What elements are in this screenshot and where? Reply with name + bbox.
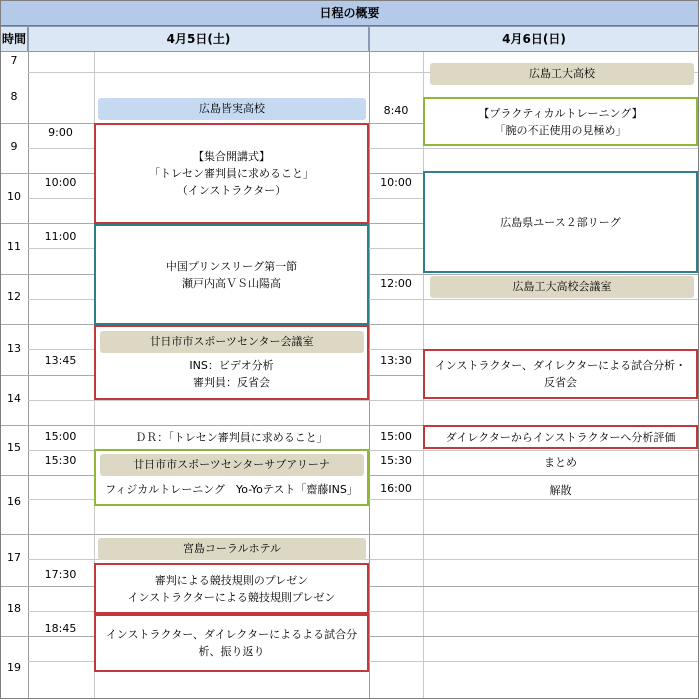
day2-time-practical: 8:40 <box>383 104 409 117</box>
session-line: インストラクター、ダイレクターによるよる試合分 <box>105 628 358 641</box>
day1-venue-evening: 宮島コーラルホテル <box>98 538 366 560</box>
hour-label: 8 <box>10 90 18 103</box>
day2-dismissal: 解散 <box>549 484 572 497</box>
day2-time-youth-league: 10:00 <box>380 176 412 189</box>
header-time: 時間 <box>0 26 28 52</box>
session-line: ダイレクターからインストラクターへ分析評価 <box>445 430 676 444</box>
day1-sub-arena-venue: 廿日市市スポーツセンターサブアリーナ <box>100 454 364 476</box>
day2-practical-training <box>423 97 698 146</box>
hour-label: 12 <box>7 290 21 303</box>
session-line: 析、振り返り <box>198 645 265 658</box>
day1-time-1000: 10:00 <box>44 176 77 189</box>
session-line: 「腕の不正使用の見極め」 <box>494 123 627 137</box>
session-line: 審判による競技規則のプレゼン <box>154 573 309 587</box>
hour-label: 11 <box>7 240 21 253</box>
schedule-grid <box>0 52 699 699</box>
session-line: （インストラクター） <box>176 184 287 197</box>
hour-label: 10 <box>7 190 21 203</box>
session-line: 「トレセン審判員に求めること」 <box>149 167 314 180</box>
sheet-title: 日程の概要 <box>0 0 699 26</box>
day1-time-dr: 15:00 <box>44 430 77 443</box>
session-line: 中国プリンスリーグ第一節 <box>165 259 298 273</box>
day1-venue-morning: 広島皆実高校 <box>98 98 366 120</box>
day1-review-session <box>94 614 369 672</box>
hour-label: 19 <box>7 661 21 674</box>
day2-time-eval: 15:00 <box>380 430 412 443</box>
session-line: フィジカルトレーニング Yo-Yoテスト「齋藤INS」 <box>105 483 358 496</box>
day2-venue-morning: 広島工大高校 <box>430 63 694 85</box>
header-day2: 4月6日(日) <box>369 26 699 52</box>
day1-time-review: 18:45 <box>44 622 77 635</box>
hour-label: 17 <box>7 551 21 564</box>
day2-venue-noon: 広島工大高校会議室 <box>430 276 694 298</box>
hour-label: 9 <box>10 140 18 153</box>
session-line: 【集合開講式】 <box>193 150 270 163</box>
session-line: 反省会 <box>544 376 577 389</box>
hour-label: 7 <box>10 54 18 67</box>
day1-time-presentation: 17:30 <box>44 568 77 581</box>
day1-time-league: 11:00 <box>44 230 77 243</box>
hour-label: 18 <box>7 602 21 615</box>
session-line: 審判員：反省会 <box>193 376 270 389</box>
session-line: INS：ビデオ分析 <box>189 359 274 372</box>
day2-summary: まとめ <box>544 456 577 469</box>
hour-label: 15 <box>7 441 21 454</box>
day1-time-sub-arena: 15:30 <box>44 454 77 467</box>
day2-time-noon: 12:00 <box>380 277 412 290</box>
day1-venue-afternoon: 廿日市市スポーツセンター会議室 <box>100 331 364 353</box>
session-line: 広島県ユース２部リーグ <box>500 215 621 229</box>
day1-time-analysis: 13:45 <box>44 354 77 367</box>
session-line: インストラクターによる競技規則プレゼン <box>127 590 336 604</box>
day1-time-opening: 9:00 <box>48 126 73 139</box>
hour-label: 14 <box>7 392 21 405</box>
header-day1: 4月5日(土) <box>28 26 369 52</box>
day2-analysis-session <box>423 349 698 399</box>
day2-time-summary: 15:30 <box>380 454 412 467</box>
hour-label: 13 <box>7 342 21 355</box>
day2-youth-league <box>423 171 698 273</box>
day1-dr-session: ＤＲ：「トレセン審判員に求めること」 <box>135 431 328 444</box>
session-line: 瀬戸内高ＶＳ山陽高 <box>182 276 281 290</box>
session-line: 【プラクティカルトレーニング】 <box>478 106 643 120</box>
session-line: インストラクター、ダイレクターによる試合分析・ <box>434 359 687 372</box>
day2-time-analysis: 13:30 <box>380 354 412 367</box>
day1-sub-arena-session <box>94 449 369 506</box>
day1-presentation-session <box>94 563 369 614</box>
hour-label: 16 <box>7 495 21 508</box>
day1-analysis-session <box>94 325 369 400</box>
day2-time-dismissal: 16:00 <box>380 482 412 495</box>
day1-league-match <box>94 224 369 325</box>
day1-opening-session <box>94 123 369 224</box>
day2-eval-session <box>423 425 698 449</box>
